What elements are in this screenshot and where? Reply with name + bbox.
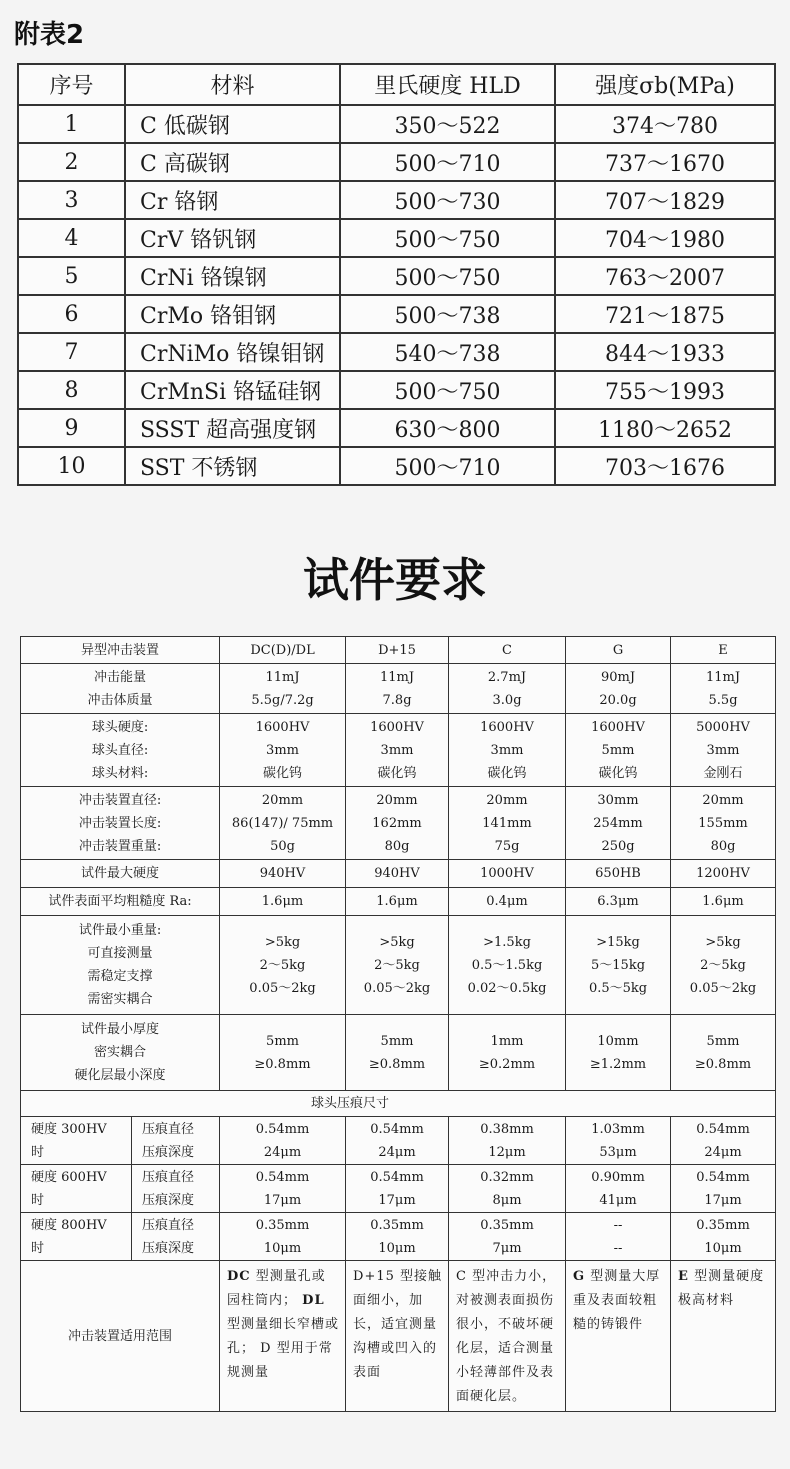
indent-600-c: 0.32mm 8μm <box>449 1165 566 1213</box>
row-hld: 500～750 <box>340 371 555 409</box>
indent-300-g: 1.03mm 53μm <box>566 1117 671 1165</box>
table-row <box>18 371 775 409</box>
row-material: CrNi 铬镍钢 <box>125 257 340 295</box>
roughness-d15: 1.6μm <box>346 888 449 916</box>
appendix-heading: 附表2 <box>14 20 85 50</box>
col-dc: DC(D)/DL <box>220 637 346 664</box>
ball-dc: 1600HV 3mm 碳化钨 <box>220 714 346 787</box>
min-thickness-d15: 5mm ≥0.8mm <box>346 1015 449 1091</box>
table-row <box>21 1261 776 1412</box>
table-row <box>21 916 776 1015</box>
row-no: 10 <box>18 447 125 485</box>
row-material: SSST 超高强度钢 <box>125 409 340 447</box>
roughness-e: 1.6μm <box>671 888 776 916</box>
row-material: CrNiMo 铬镍钼钢 <box>125 333 340 371</box>
table-row <box>21 714 776 787</box>
specimen-requirements-table <box>20 636 776 1412</box>
max-hardness-label: 试件最大硬度 <box>21 860 220 888</box>
device-dc: 20mm 86(147)/ 75mm 50g <box>220 787 346 860</box>
table-row <box>18 219 775 257</box>
indent-800-g: -- -- <box>566 1213 671 1261</box>
indent-600-e: 0.54mm 17μm <box>671 1165 776 1213</box>
row-no: 1 <box>18 105 125 143</box>
usage-label: 冲击装置适用范围 <box>21 1261 220 1412</box>
ball-d15: 1600HV 3mm 碳化钨 <box>346 714 449 787</box>
max-hardness-e: 1200HV <box>671 860 776 888</box>
max-hardness-c: 1000HV <box>449 860 566 888</box>
table-row <box>21 787 776 860</box>
row-material: Cr 铬钢 <box>125 181 340 219</box>
usage-d15: D+15 型接触面细小，加长，适宜测量沟槽或凹入的表面 <box>346 1261 449 1412</box>
header-strength: 强度σb(MPa) <box>555 64 775 105</box>
row-hld: 500～710 <box>340 143 555 181</box>
roughness-dc: 1.6μm <box>220 888 346 916</box>
row-no: 5 <box>18 257 125 295</box>
row-strength: 737～1670 <box>555 143 775 181</box>
energy-d15: 11mJ 7.8g <box>346 664 449 714</box>
table-row <box>18 257 775 295</box>
min-thickness-e: 5mm ≥0.8mm <box>671 1015 776 1091</box>
row-material: CrMnSi 铬锰硅钢 <box>125 371 340 409</box>
row-hld: 350～522 <box>340 105 555 143</box>
table-row <box>18 143 775 181</box>
usage-e: E 型测量硬度极高材料 <box>671 1261 776 1412</box>
min-weight-labels: 试件最小重量: 可直接测量 需稳定支撑 需密实耦合 <box>21 916 220 1015</box>
indent-sublabels: 压痕直径 压痕深度 <box>132 1213 220 1261</box>
min-thickness-labels: 试件最小厚度 密实耦合 硬化层最小深度 <box>21 1015 220 1091</box>
ball-g: 1600HV 5mm 碳化钨 <box>566 714 671 787</box>
row-no: 3 <box>18 181 125 219</box>
energy-e: 11mJ 5.5g <box>671 664 776 714</box>
row-hld: 500～738 <box>340 295 555 333</box>
table-row <box>21 1015 776 1091</box>
indent-hardness-300: 硬度 300HV 时 <box>21 1117 132 1165</box>
col-d15: D+15 <box>346 637 449 664</box>
min-weight-e: >5kg 2～5kg 0.05～2kg <box>671 916 776 1015</box>
min-weight-c: >1.5kg 0.5～1.5kg 0.02～0.5kg <box>449 916 566 1015</box>
indent-600-g: 0.90mm 41μm <box>566 1165 671 1213</box>
table-row <box>18 447 775 485</box>
table-row <box>18 333 775 371</box>
col-c: C <box>449 637 566 664</box>
col-g: G <box>566 637 671 664</box>
indent-600-d15: 0.54mm 17μm <box>346 1165 449 1213</box>
row-strength: 707～1829 <box>555 181 775 219</box>
row-no: 2 <box>18 143 125 181</box>
header-hld: 里氏硬度 HLD <box>340 64 555 105</box>
row-strength: 763～2007 <box>555 257 775 295</box>
table-row <box>21 1213 776 1261</box>
min-thickness-c: 1mm ≥0.2mm <box>449 1015 566 1091</box>
row-hld: 540～738 <box>340 333 555 371</box>
header-material: 材料 <box>125 64 340 105</box>
table-header-row <box>18 64 775 105</box>
table-row <box>21 1165 776 1213</box>
hardness-strength-table <box>17 63 776 486</box>
row-no: 7 <box>18 333 125 371</box>
table-row <box>18 181 775 219</box>
max-hardness-g: 650HB <box>566 860 671 888</box>
row-material: CrV 铬钒钢 <box>125 219 340 257</box>
col-e: E <box>671 637 776 664</box>
indent-300-d15: 0.54mm 24μm <box>346 1117 449 1165</box>
indent-hardness-600: 硬度 600HV 时 <box>21 1165 132 1213</box>
min-thickness-g: 10mm ≥1.2mm <box>566 1015 671 1091</box>
row-no: 8 <box>18 371 125 409</box>
table-row <box>21 888 776 916</box>
indent-sublabels: 压痕直径 压痕深度 <box>132 1117 220 1165</box>
row-strength: 1180～2652 <box>555 409 775 447</box>
table-row <box>18 105 775 143</box>
energy-dc: 11mJ 5.5g/7.2g <box>220 664 346 714</box>
row-no: 4 <box>18 219 125 257</box>
roughness-g: 6.3μm <box>566 888 671 916</box>
row-hld: 500～730 <box>340 181 555 219</box>
usage-g: G 型测量大厚重及表面较粗糙的铸锻件 <box>566 1261 671 1412</box>
indent-800-dc: 0.35mm 10μm <box>220 1213 346 1261</box>
indent-800-c: 0.35mm 7μm <box>449 1213 566 1261</box>
device-d15: 20mm 162mm 80g <box>346 787 449 860</box>
usage-dc: DC 型测量孔或园柱筒内； DL 型测量细长窄槽或孔； D 型用于常规测量 <box>220 1261 346 1412</box>
row-material: C 低碳钢 <box>125 105 340 143</box>
ball-c: 1600HV 3mm 碳化钨 <box>449 714 566 787</box>
row-hld: 500～750 <box>340 257 555 295</box>
row-no: 6 <box>18 295 125 333</box>
indent-sublabels: 压痕直径 压痕深度 <box>132 1165 220 1213</box>
row-material: C 高碳钢 <box>125 143 340 181</box>
row-material: CrMo 铬钼钢 <box>125 295 340 333</box>
device-type-label: 异型冲击装置 <box>21 637 220 664</box>
table-row <box>21 860 776 888</box>
row-strength: 374～780 <box>555 105 775 143</box>
table-row <box>18 409 775 447</box>
min-weight-d15: >5kg 2～5kg 0.05～2kg <box>346 916 449 1015</box>
table-row <box>21 637 776 664</box>
usage-c: C 型冲击力小，对被测表面损伤很小，不破坏硬化层，适合测量小轻薄部件及表面硬化层。 <box>449 1261 566 1412</box>
indent-800-e: 0.35mm 10μm <box>671 1213 776 1261</box>
row-hld: 630～800 <box>340 409 555 447</box>
roughness-c: 0.4μm <box>449 888 566 916</box>
row-strength: 844～1933 <box>555 333 775 371</box>
table-row <box>21 1091 776 1117</box>
max-hardness-d15: 940HV <box>346 860 449 888</box>
row-hld: 500～710 <box>340 447 555 485</box>
table-body <box>18 105 775 485</box>
indent-title: 球头压痕尺寸 <box>21 1091 776 1117</box>
device-g: 30mm 254mm 250g <box>566 787 671 860</box>
indent-hardness-800: 硬度 800HV 时 <box>21 1213 132 1261</box>
device-labels: 冲击装置直径: 冲击装置长度: 冲击装置重量: <box>21 787 220 860</box>
row-strength: 703～1676 <box>555 447 775 485</box>
min-thickness-dc: 5mm ≥0.8mm <box>220 1015 346 1091</box>
row-strength: 704～1980 <box>555 219 775 257</box>
section-title: 试件要求 <box>303 553 487 607</box>
indent-300-c: 0.38mm 12μm <box>449 1117 566 1165</box>
table-row <box>18 295 775 333</box>
ball-e: 5000HV 3mm 金刚石 <box>671 714 776 787</box>
device-e: 20mm 155mm 80g <box>671 787 776 860</box>
row-no: 9 <box>18 409 125 447</box>
row-strength: 721～1875 <box>555 295 775 333</box>
energy-labels: 冲击能量 冲击体质量 <box>21 664 220 714</box>
table-row <box>21 1117 776 1165</box>
roughness-label: 试件表面平均粗糙度 Ra: <box>21 888 220 916</box>
indent-300-e: 0.54mm 24μm <box>671 1117 776 1165</box>
indent-600-dc: 0.54mm 17μm <box>220 1165 346 1213</box>
row-strength: 755～1993 <box>555 371 775 409</box>
table-row <box>21 664 776 714</box>
indent-800-d15: 0.35mm 10μm <box>346 1213 449 1261</box>
row-hld: 500～750 <box>340 219 555 257</box>
min-weight-g: >15kg 5～15kg 0.5～5kg <box>566 916 671 1015</box>
device-c: 20mm 141mm 75g <box>449 787 566 860</box>
energy-g: 90mJ 20.0g <box>566 664 671 714</box>
energy-c: 2.7mJ 3.0g <box>449 664 566 714</box>
row-material: SST 不锈钢 <box>125 447 340 485</box>
indent-300-dc: 0.54mm 24μm <box>220 1117 346 1165</box>
min-weight-dc: >5kg 2～5kg 0.05～2kg <box>220 916 346 1015</box>
max-hardness-dc: 940HV <box>220 860 346 888</box>
header-no: 序号 <box>18 64 125 105</box>
ball-labels: 球头硬度: 球头直径: 球头材料: <box>21 714 220 787</box>
